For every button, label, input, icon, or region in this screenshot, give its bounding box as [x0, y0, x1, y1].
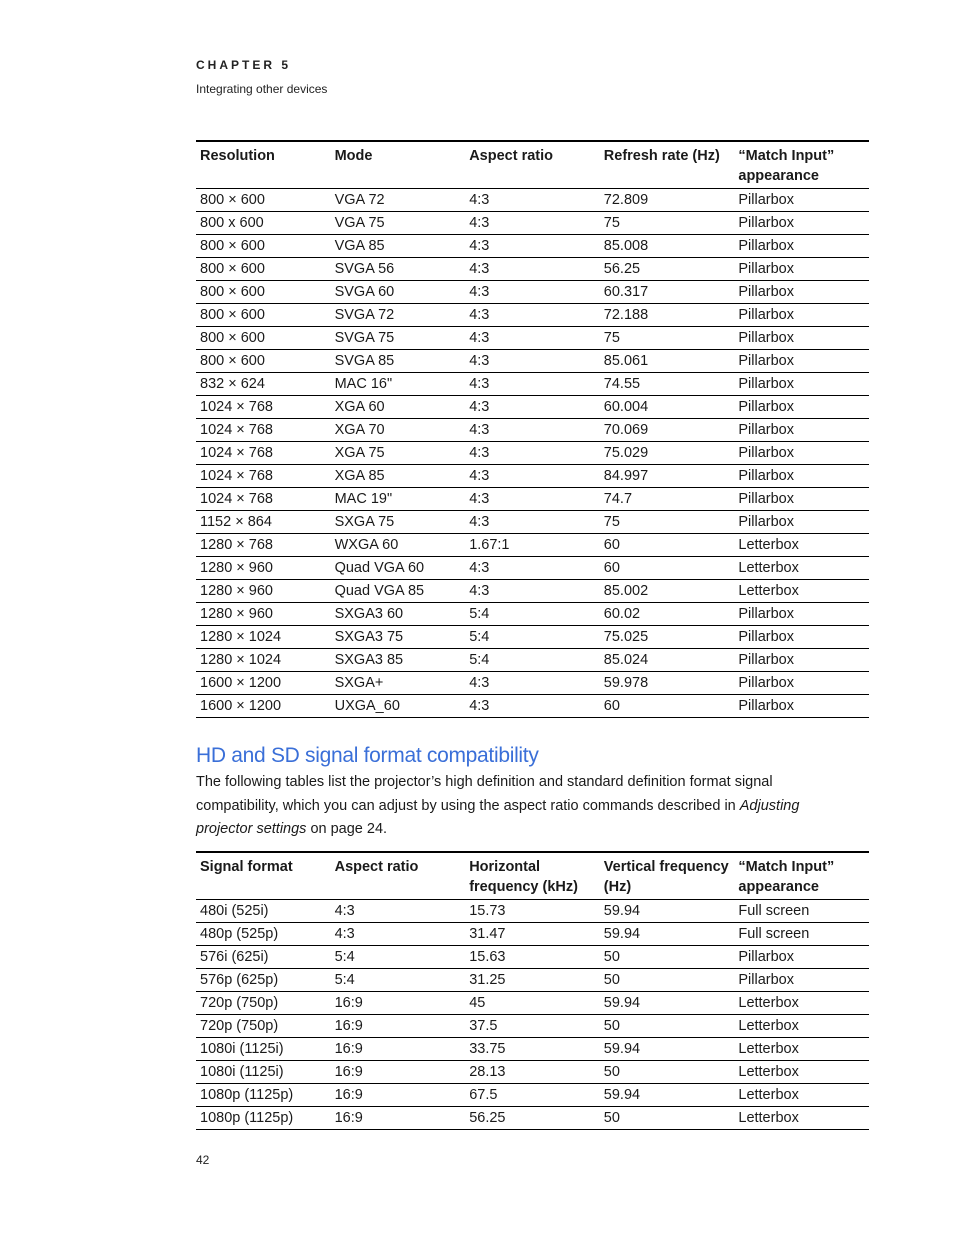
table-cell: SXGA+ — [334, 675, 384, 691]
table-cell: 45 — [469, 995, 486, 1011]
table-cell: 1280 × 1024 — [200, 652, 282, 668]
table-row — [196, 1038, 869, 1061]
table-row — [196, 327, 869, 350]
table-cell: 4:3 — [334, 926, 355, 942]
table-row — [196, 695, 869, 718]
table-cell: Letterbox — [738, 1064, 799, 1080]
table-cell: 1080p (1125p) — [200, 1110, 294, 1126]
table-cell: 50 — [603, 949, 620, 965]
page-number: 42 — [196, 1153, 210, 1167]
table-cell: SXGA 75 — [334, 514, 395, 530]
table-cell: 5:4 — [334, 949, 355, 965]
table-cell: SXGA3 60 — [334, 606, 404, 622]
table-cell: 28.13 — [469, 1064, 506, 1080]
table-cell: 4:3 — [469, 422, 490, 438]
table-cell: 1080i (1125i) — [200, 1064, 284, 1080]
table-cell: 4:3 — [469, 284, 490, 300]
table-cell: Pillarbox — [738, 468, 794, 484]
table-cell: Letterbox — [738, 537, 799, 553]
column-header-vertical-frequency: Vertical frequency (Hz) — [603, 859, 729, 895]
table-row — [196, 603, 869, 626]
table-cell: SVGA 85 — [334, 353, 395, 369]
table-cell: 15.63 — [469, 949, 506, 965]
table-cell: Quad VGA 85 — [334, 583, 425, 599]
table-cell: XGA 75 — [334, 445, 385, 461]
section-intro — [196, 771, 856, 842]
table-cell: 1152 × 864 — [200, 514, 272, 530]
table-cell: 4:3 — [469, 192, 490, 208]
table-cell: 1280 × 768 — [200, 537, 273, 553]
table-row — [196, 212, 869, 235]
table-cell: Pillarbox — [738, 330, 794, 346]
table-header-row — [196, 141, 869, 189]
table-cell: SXGA3 85 — [334, 652, 404, 668]
table-cell: 60 — [603, 560, 620, 576]
table-cell: 16:9 — [334, 1041, 363, 1057]
table-cell: VGA 72 — [334, 192, 385, 208]
section-heading: HD and SD signal format compatibility — [196, 744, 539, 767]
table-row — [196, 442, 869, 465]
table-cell: 4:3 — [469, 698, 490, 714]
table-cell: 4:3 — [469, 675, 490, 691]
table-cell: 800 × 600 — [200, 261, 265, 277]
table-cell: Pillarbox — [738, 949, 794, 965]
table-cell: 800 x 600 — [200, 215, 264, 231]
table-cell: 4:3 — [469, 261, 490, 277]
table-cell: Pillarbox — [738, 445, 794, 461]
table-cell: 31.47 — [469, 926, 506, 942]
table-cell: Full screen — [738, 926, 810, 942]
table-cell: 1024 × 768 — [200, 422, 273, 438]
table-cell: Pillarbox — [738, 491, 794, 507]
table-cell: Pillarbox — [738, 238, 794, 254]
table-cell: MAC 19" — [334, 491, 393, 507]
table-cell: 50 — [603, 972, 620, 988]
table-cell: 1280 × 960 — [200, 560, 273, 576]
table-cell: 74.55 — [603, 376, 641, 392]
table-cell: 1024 × 768 — [200, 445, 273, 461]
column-header-mode: Mode — [334, 148, 373, 164]
table-cell: 50 — [603, 1110, 620, 1126]
table-cell: 4:3 — [334, 903, 355, 919]
column-header-refresh-rate: Refresh rate (Hz) — [603, 148, 720, 164]
table-cell: 4:3 — [469, 468, 490, 484]
table-cell: 74.7 — [603, 491, 633, 507]
table-cell: Pillarbox — [738, 629, 794, 645]
table-cell: 60 — [603, 698, 620, 714]
chapter-title: Integrating other devices — [196, 82, 328, 96]
table-cell: 60.317 — [603, 284, 649, 300]
table-row — [196, 465, 869, 488]
table-row — [196, 304, 869, 327]
table-cell: 1.67:1 — [469, 537, 510, 553]
table-cell: 16:9 — [334, 995, 363, 1011]
table-cell: 4:3 — [469, 399, 490, 415]
table-row — [196, 396, 869, 419]
table-row — [196, 649, 869, 672]
table-cell: 1080i (1125i) — [200, 1041, 284, 1057]
table-row — [196, 1015, 869, 1038]
table-cell: 75.025 — [603, 629, 649, 645]
table-cell: 84.997 — [603, 468, 649, 484]
table-cell: 720p (750p) — [200, 995, 279, 1011]
table-cell: 832 × 624 — [200, 376, 265, 392]
table-cell: Letterbox — [738, 1041, 799, 1057]
table-row — [196, 258, 869, 281]
table-cell: 576p (625p) — [200, 972, 279, 988]
table-cell: 800 × 600 — [200, 307, 265, 323]
table-row — [196, 923, 869, 946]
table-cell: 56.25 — [469, 1110, 506, 1126]
table-cell: Letterbox — [738, 995, 799, 1011]
column-header-aspect-ratio: Aspect ratio — [334, 859, 419, 875]
vga-resolution-table — [196, 140, 869, 718]
table-cell: 85.002 — [603, 583, 649, 599]
table-cell: 5:4 — [469, 606, 490, 622]
table-cell: 59.94 — [603, 1087, 641, 1103]
table-cell: 85.061 — [603, 353, 649, 369]
column-header-signal-format: Signal format — [200, 859, 293, 875]
table-cell: XGA 70 — [334, 422, 385, 438]
table-cell: 75 — [603, 330, 620, 346]
table-cell: 1600 × 1200 — [200, 675, 282, 691]
table-cell: Pillarbox — [738, 698, 794, 714]
table-row — [196, 350, 869, 373]
table-row — [196, 672, 869, 695]
table-cell: 800 × 600 — [200, 284, 265, 300]
table-cell: SVGA 56 — [334, 261, 395, 277]
table-cell: 480i (525i) — [200, 903, 269, 919]
table-cell: 15.73 — [469, 903, 506, 919]
table-cell: 16:9 — [334, 1087, 363, 1103]
table-cell: 800 × 600 — [200, 192, 265, 208]
table-cell: 75 — [603, 514, 620, 530]
table-cell: Pillarbox — [738, 284, 794, 300]
table-cell: 85.008 — [603, 238, 649, 254]
table-cell: Pillarbox — [738, 376, 794, 392]
table-cell: 60.004 — [603, 399, 649, 415]
table-cell: VGA 75 — [334, 215, 385, 231]
table-cell: SVGA 72 — [334, 307, 395, 323]
table-cell: 16:9 — [334, 1064, 363, 1080]
table-cell: 59.94 — [603, 995, 641, 1011]
column-header-match-input: “Match Input” appearance — [738, 148, 835, 184]
cross-reference: Adjusting projector settings — [196, 797, 800, 837]
table-cell: Letterbox — [738, 1087, 799, 1103]
table-cell: 50 — [603, 1064, 620, 1080]
table-cell: 720p (750p) — [200, 1018, 279, 1034]
table-cell: Pillarbox — [738, 514, 794, 530]
table-header-row — [196, 852, 869, 900]
table-cell: 67.5 — [469, 1087, 498, 1103]
table-cell: 4:3 — [469, 514, 490, 530]
table-cell: Pillarbox — [738, 353, 794, 369]
table-cell: Pillarbox — [738, 307, 794, 323]
hd-sd-signal-table — [196, 851, 869, 1130]
table-cell: 56.25 — [603, 261, 641, 277]
table-cell: UXGA_60 — [334, 698, 400, 714]
table-cell: 1024 × 768 — [200, 468, 273, 484]
table-row — [196, 511, 869, 534]
table-cell: SVGA 75 — [334, 330, 395, 346]
table-cell: 1280 × 1024 — [200, 629, 282, 645]
table-cell: 31.25 — [469, 972, 506, 988]
table-cell: 59.978 — [603, 675, 649, 691]
table-cell: 800 × 600 — [200, 238, 265, 254]
table-cell: Pillarbox — [738, 422, 794, 438]
table-cell: 33.75 — [469, 1041, 506, 1057]
table-row — [196, 946, 869, 969]
table-cell: 5:4 — [469, 652, 490, 668]
table-row — [196, 626, 869, 649]
intro-text: The following tables list the projector’s high definition and standard definition format signal compatibility, which you can adjust by using the aspect ratio commands described in — [196, 774, 773, 814]
table-body — [196, 900, 869, 1130]
table-cell: Pillarbox — [738, 606, 794, 622]
table-row — [196, 281, 869, 304]
table-cell: VGA 85 — [334, 238, 385, 254]
table-cell: 60.02 — [603, 606, 641, 622]
table-cell: 16:9 — [334, 1110, 363, 1126]
table-cell: 800 × 600 — [200, 353, 265, 369]
table-row — [196, 1084, 869, 1107]
table-cell: 5:4 — [334, 972, 355, 988]
table-cell: Letterbox — [738, 560, 799, 576]
table-row — [196, 189, 869, 212]
table-cell: 1024 × 768 — [200, 491, 273, 507]
table-body — [196, 189, 869, 718]
table-cell: 16:9 — [334, 1018, 363, 1034]
table-cell: Pillarbox — [738, 261, 794, 277]
table-cell: 480p (525p) — [200, 926, 279, 942]
table-cell: Pillarbox — [738, 215, 794, 231]
table-cell: 70.069 — [603, 422, 649, 438]
table-row — [196, 969, 869, 992]
table-cell: 4:3 — [469, 330, 490, 346]
table-cell: 5:4 — [469, 629, 490, 645]
table-cell: 4:3 — [469, 353, 490, 369]
table-cell: 72.809 — [603, 192, 649, 208]
table-cell: 4:3 — [469, 238, 490, 254]
table-cell: WXGA 60 — [334, 537, 399, 553]
table-cell: Letterbox — [738, 583, 799, 599]
table-cell: Pillarbox — [738, 652, 794, 668]
table-row — [196, 373, 869, 396]
table-cell: XGA 60 — [334, 399, 385, 415]
table-row — [196, 488, 869, 511]
table-cell: XGA 85 — [334, 468, 385, 484]
table-cell: Pillarbox — [738, 675, 794, 691]
table-cell: 800 × 600 — [200, 330, 265, 346]
column-header-horizontal-frequency: Horizontal frequency (kHz) — [469, 859, 578, 895]
table-cell: 1280 × 960 — [200, 583, 273, 599]
table-cell: 59.94 — [603, 1041, 641, 1057]
table-cell: MAC 16" — [334, 376, 393, 392]
table-cell: Pillarbox — [738, 192, 794, 208]
table-cell: 1024 × 768 — [200, 399, 273, 415]
table-cell: 4:3 — [469, 376, 490, 392]
table-cell: 1280 × 960 — [200, 606, 273, 622]
table-cell: 1600 × 1200 — [200, 698, 282, 714]
table-cell: 37.5 — [469, 1018, 498, 1034]
table-cell: Letterbox — [738, 1018, 799, 1034]
table-row — [196, 419, 869, 442]
table-cell: 75 — [603, 215, 620, 231]
table-cell: 1080p (1125p) — [200, 1087, 294, 1103]
table-cell: 4:3 — [469, 560, 490, 576]
table-cell: 4:3 — [469, 445, 490, 461]
column-header-resolution: Resolution — [200, 148, 275, 164]
column-header-aspect-ratio: Aspect ratio — [469, 148, 553, 164]
table-cell: 576i (625i) — [200, 949, 269, 965]
table-row — [196, 992, 869, 1015]
table-cell: 4:3 — [469, 215, 490, 231]
table-row — [196, 900, 869, 923]
table-cell: Pillarbox — [738, 972, 794, 988]
table-cell: 75.029 — [603, 445, 649, 461]
table-row — [196, 534, 869, 557]
table-cell: 59.94 — [603, 903, 641, 919]
table-cell: 59.94 — [603, 926, 641, 942]
table-cell: Quad VGA 60 — [334, 560, 425, 576]
chapter-label: CHAPTER 5 — [196, 58, 292, 72]
table-cell: 85.024 — [603, 652, 649, 668]
table-cell: 4:3 — [469, 583, 490, 599]
table-row — [196, 1061, 869, 1084]
table-row — [196, 235, 869, 258]
table-cell: Letterbox — [738, 1110, 799, 1126]
table-row — [196, 557, 869, 580]
table-cell: Pillarbox — [738, 399, 794, 415]
table-cell: SXGA3 75 — [334, 629, 404, 645]
table-cell: 50 — [603, 1018, 620, 1034]
intro-text-end: on page 24. — [306, 821, 388, 837]
column-header-match-input: “Match Input” appearance — [738, 859, 835, 895]
table-cell: 72.188 — [603, 307, 649, 323]
table-row — [196, 1107, 869, 1130]
table-cell: 60 — [603, 537, 620, 553]
table-row — [196, 580, 869, 603]
table-cell: Full screen — [738, 903, 810, 919]
table-cell: SVGA 60 — [334, 284, 395, 300]
table-cell: 4:3 — [469, 307, 490, 323]
table-cell: 4:3 — [469, 491, 490, 507]
